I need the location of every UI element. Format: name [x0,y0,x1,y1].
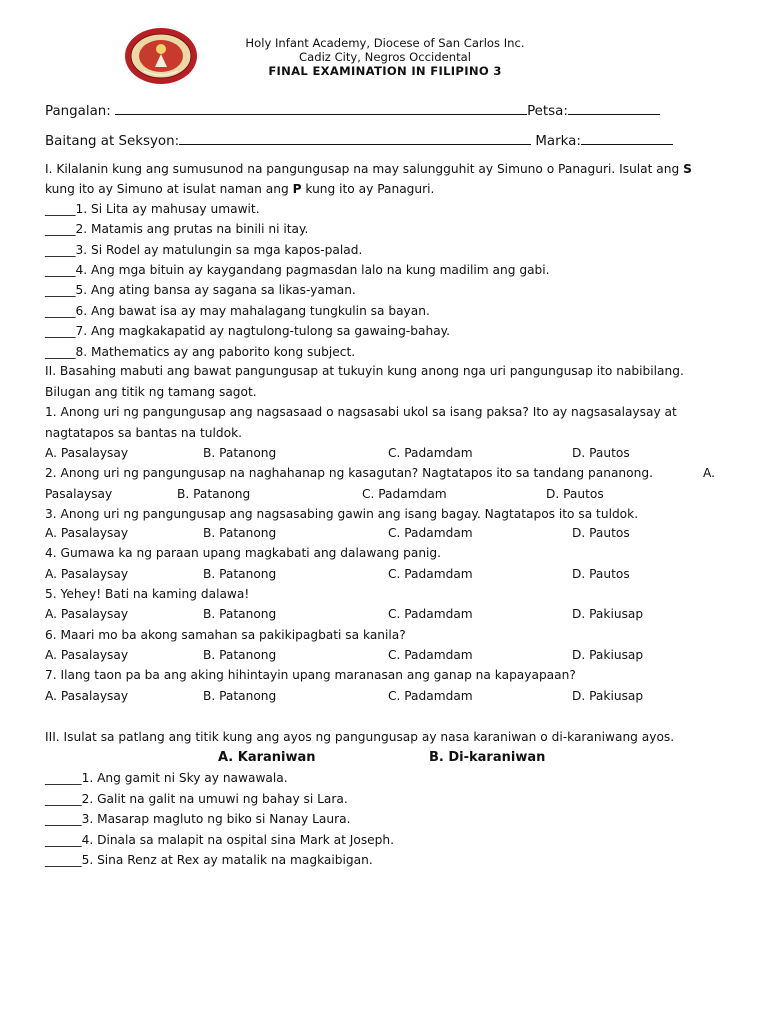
part1-instr-text: I. Kilalanin kung ang sumusunod na pangungusap na may salungguhit ay Simuno o Panaguri. Isulat ang [45,162,684,176]
list-item: _____5. Ang ating bansa ay sagana sa likas-yaman. [45,283,356,297]
part2-instruction-line2: Bilugan ang titik ng tamang sagot. [45,385,257,399]
question-7: 7. Ilang taon pa ba ang aking hihintayin upang maranasan ang ganap na kapayapaan? [45,668,576,682]
grade-blank[interactable] [179,133,531,145]
option-d[interactable]: D. Pautos [546,487,604,501]
option-a[interactable]: A. Pasalaysay [45,446,129,460]
option-a[interactable]: A. Pasalaysay [45,648,129,662]
grade-field-row [45,133,673,149]
list-item: _____4. Ang mga bituin ay kaygandang pagmasdan lalo na kung madilim ang gabi. [45,263,550,277]
list-item: ______3. Masarap magluto ng biko si Nanay Laura. [45,812,351,826]
option-b[interactable]: B. Patanong [203,446,277,460]
option-c[interactable]: C. Padamdam [388,607,473,621]
part3-instruction: III. Isulat sa patlang ang titik kung ang ayos ng pangungusap ay nasa karaniwan o di-karaniwang ayos. [45,730,675,744]
list-item: _____6. Ang bawat isa ay may mahalagang tungkulin sa bayan. [45,304,430,318]
part1-instruction-line1 [45,162,692,176]
question-4: 4. Gumawa ka ng paraan upang magkabati ang dalawang panig. [45,546,442,560]
list-item: ______5. Sina Renz at Rex ay matalik na magkaibigan. [45,853,373,867]
list-item: ______1. Ang gamit ni Sky ay nawawala. [45,771,288,785]
school-name: Holy Infant Academy, Diocese of San Carlos Inc. [245,36,525,50]
question-1-cont: nagtatapos sa bantas na tuldok. [45,426,243,440]
grade-label: Baitang at Seksyon: [45,134,180,149]
panaguri-letter: P [292,182,302,196]
option-a[interactable]: A. Pasalaysay [45,689,129,703]
question-6: 6. Maari mo ba akong samahan sa pakikipagbati sa kanila? [45,628,406,642]
list-item: _____2. Matamis ang prutas na binili ni itay. [45,222,309,236]
score-label: Marka: [535,134,581,149]
option-b[interactable]: B. Patanong [203,689,277,703]
name-blank[interactable] [115,103,527,115]
name-field-row [45,103,660,119]
option-b[interactable]: B. Patanong [177,487,251,501]
part1-instr-text3: kung ito ay Panaguri. [301,182,435,196]
option-d[interactable]: D. Pautos [572,567,630,581]
option-d[interactable]: D. Pautos [572,446,630,460]
option-b[interactable]: B. Patanong [203,607,277,621]
document-header [190,36,580,78]
exam-title: FINAL EXAMINATION IN FILIPINO 3 [268,64,502,78]
option-d[interactable]: D. Pakiusap [572,607,644,621]
option-d[interactable]: D. Pakiusap [572,648,644,662]
option-c[interactable]: C. Padamdam [388,446,473,460]
option-c[interactable]: C. Padamdam [388,567,473,581]
school-seal-logo [124,27,198,85]
school-address: Cadiz City, Negros Occidental [299,50,471,64]
date-label: Petsa: [527,104,568,119]
list-item: _____7. Ang magkakapatid ay nagtulong-tulong sa gawaing-bahay. [45,324,451,338]
option-b[interactable]: B. Patanong [203,526,277,540]
list-item: ______4. Dinala sa malapit na ospital sina Mark at Joseph. [45,833,395,847]
option-c[interactable]: C. Padamdam [388,648,473,662]
option-c[interactable]: C. Padamdam [388,689,473,703]
score-blank[interactable] [581,133,673,145]
option-a[interactable]: A. Pasalaysay [45,567,129,581]
option-a[interactable]: A. Pasalaysay [45,607,129,621]
list-item: _____1. Si Lita ay mahusay umawit. [45,202,260,216]
name-label: Pangalan: [45,104,111,119]
simuno-letter: S [683,162,692,176]
option-c[interactable]: C. Padamdam [362,487,447,501]
option-a[interactable]: A. Pasalaysay [45,526,129,540]
question-2: 2. Anong uri ng pangungusap na naghahanap ng kasagutan? Nagtatapos ito sa tandang pananong. [45,466,653,480]
option-a-label[interactable]: A. [703,466,715,480]
question-1: 1. Anong uri ng pangungusap ang nagsasaad o nagsasabi ukol sa isang paksa? Ito ay nagsasalaysay at [45,405,677,419]
option-b[interactable]: B. Patanong [203,648,277,662]
question-3: 3. Anong uri ng pangungusap ang nagsasabing gawin ang isang bagay. Nagtatapos ito sa tuldok. [45,507,639,521]
question-5: 5. Yehey! Bati na kaming dalawa! [45,587,250,601]
choice-a-karaniwan: A. Karaniwan [218,750,316,765]
date-blank[interactable] [568,103,660,115]
part2-instruction-line1: II. Basahing mabuti ang bawat pangungusap at tukuyin kung anong nga uri pangungusap ito nabibilang. [45,364,684,378]
part1-instr-text2: kung ito ay Simuno at isulat naman ang [45,182,293,196]
list-item: _____8. Mathematics ay ang paborito kong subject. [45,345,356,359]
option-b[interactable]: B. Patanong [203,567,277,581]
option-d[interactable]: D. Pakiusap [572,689,644,703]
option-d[interactable]: D. Pautos [572,526,630,540]
part1-instruction-line2 [45,182,434,196]
choice-b-di-karaniwan: B. Di-karaniwan [429,750,546,765]
option-c[interactable]: C. Padamdam [388,526,473,540]
list-item: _____3. Si Rodel ay matulungin sa mga kapos-palad. [45,243,363,257]
list-item: ______2. Galit na galit na umuwi ng bahay si Lara. [45,792,348,806]
option-a[interactable]: Pasalaysay [45,487,113,501]
